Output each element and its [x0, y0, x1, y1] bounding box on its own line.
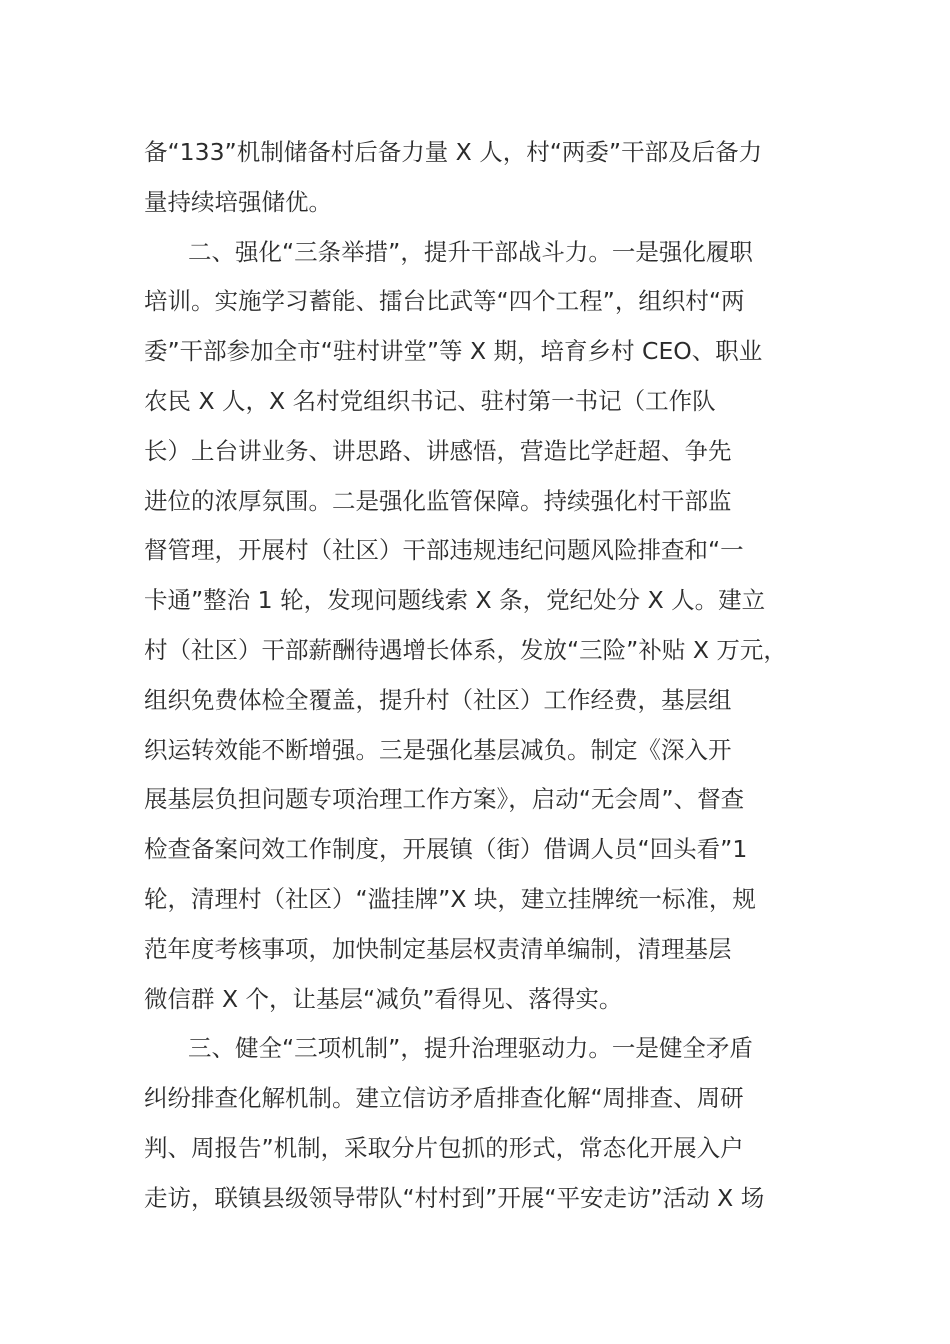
text-line: 走访，联镇县级领导带队“村村到”开展“平安走访”活动 X 场 — [144, 1183, 765, 1212]
text-line: 轮，清理村（社区）“滥挂牌”X 块，建立挂牌统一标准，规 — [144, 884, 756, 913]
text-line: 备“133”机制储备村后备力量 X 人，村“两委”干部及后备力 — [144, 138, 763, 166]
text-line: 检查备案问效工作制度，开展镇（街）借调人员“回头看”1 — [144, 835, 748, 864]
text-line: 村（社区）干部薪酬待遇增长体系，发放“三险”补贴 X 万元， — [144, 635, 787, 664]
section-heading-line: 三、健全“三项机制”，提升治理驱动力。一是健全矛盾 — [188, 1034, 753, 1063]
text-line: 卡通”整治 1 轮，发现问题线索 X 条，党纪处分 X 人。建立 — [144, 586, 766, 615]
text-line: 长）上台讲业务、讲思路、讲感悟，营造比学赶超、争先 — [144, 436, 732, 465]
text-line: 委”干部参加全市“驻村讲堂”等 X 期，培育乡村 CEO、职业 — [144, 337, 763, 366]
section-heading-line: 二、强化“三条举措”，提升干部战斗力。一是强化履职 — [188, 237, 753, 266]
text-line: 织运转效能不断增强。三是强化基层减负。制定《深入开 — [144, 735, 732, 764]
text-line: 量持续培强储优。 — [144, 187, 332, 216]
text-line: 培训。实施学习蓄能、擂台比武等“四个工程”，组织村“两 — [144, 287, 745, 316]
text-line: 纠纷排查化解机制。建立信访矛盾排查化解“周排查、周研 — [144, 1084, 744, 1113]
text-line: 展基层负担问题专项治理工作方案》，启动“无会周”、督查 — [144, 785, 745, 814]
text-line: 进位的浓厚氛围。二是强化监管保障。持续强化村干部监 — [144, 486, 732, 515]
text-line: 判、周报告”机制，采取分片包抓的形式，常态化开展入户 — [144, 1133, 744, 1162]
text-line: 督管理，开展村（社区）干部违规违纪问题风险排查和“一 — [144, 536, 744, 565]
text-line: 农民 X 人，X 名村党组织书记、驻村第一书记（工作队 — [144, 386, 716, 415]
text-line: 范年度考核事项，加快制定基层权责清单编制，清理基层 — [144, 934, 732, 963]
document-body — [144, 128, 844, 1224]
text-line: 组织免费体检全覆盖，提升村（社区）工作经费，基层组 — [144, 685, 732, 714]
text-line: 微信群 X 个，让基层“减负”看得见、落得实。 — [144, 984, 623, 1013]
